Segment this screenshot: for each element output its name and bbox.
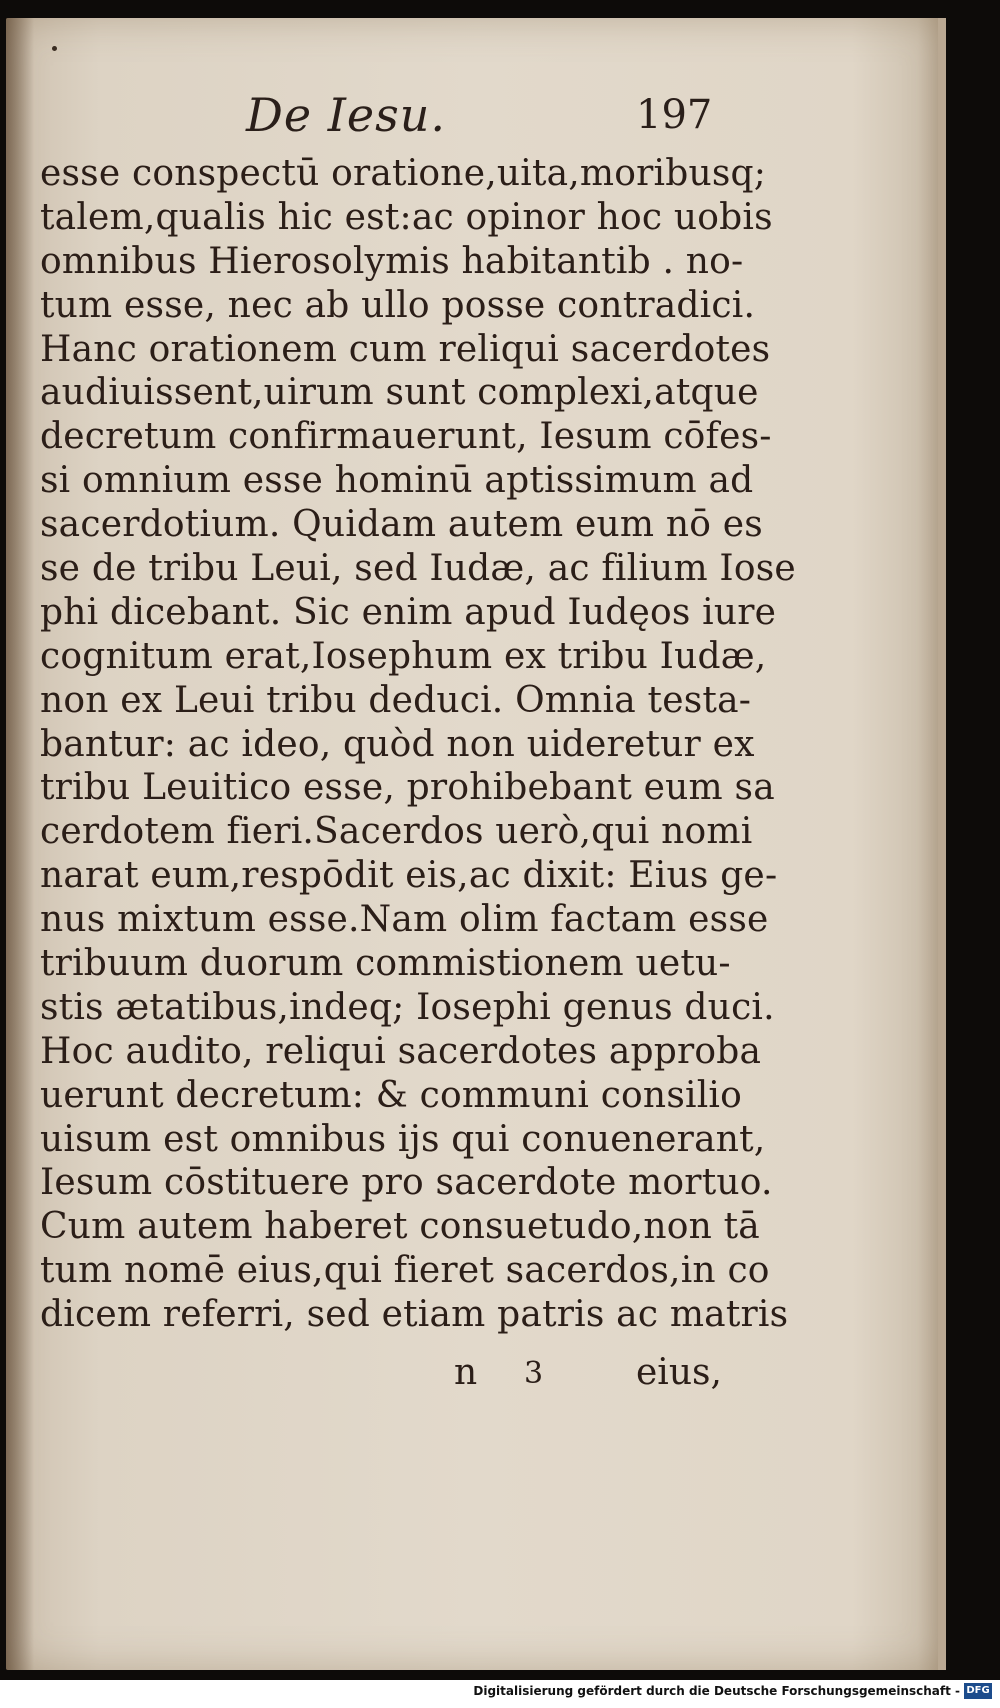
text-line: tum esse, nec ab ullo posse contradici. — [40, 284, 756, 326]
text-line: nus mixtum esse.Nam olim factam esse — [40, 899, 769, 941]
ink-spot — [52, 46, 57, 51]
running-head: De Iesu. — [246, 88, 446, 142]
dfg-logo: DFG — [964, 1683, 992, 1699]
text-line: uerunt decretum: & communi consilio — [40, 1074, 743, 1116]
text-line: stis ætatibus,indeq; Iosephi genus duci. — [40, 986, 775, 1028]
text-line: tribu Leuitico esse, prohibebant eum sa — [40, 767, 775, 809]
text-line: narat eum,respōdit eis,ac dixit: Eius ge- — [40, 855, 778, 897]
text-line: si omnium esse hominū aptissimum ad — [40, 460, 754, 502]
text-line: Hanc orationem cum reliqui sacerdotes — [40, 328, 771, 370]
signature-mark: n — [454, 1352, 478, 1393]
gutter-shadow — [6, 18, 34, 1670]
text-line: decretum confirmauerunt, Iesum cōfes- — [40, 416, 772, 458]
body-text — [40, 152, 796, 1337]
text-line: Hoc audito, reliqui sacerdotes approba — [40, 1030, 762, 1072]
text-line: Cum autem haberet consuetudo,non tā — [40, 1206, 760, 1248]
text-line: dicem referri, sed etiam patris ac matris — [40, 1294, 789, 1336]
page-edge — [938, 18, 946, 1670]
text-line: uisum est omnibus ijs qui conuenerant, — [40, 1118, 766, 1160]
page-number: 197 — [636, 92, 713, 138]
signature-line — [6, 1352, 726, 1402]
text-line: audiuissent,uirum sunt complexi,atque — [40, 372, 759, 414]
text-line: non ex Leui tribu deduci. Omnia testa- — [40, 679, 752, 721]
text-line: se de tribu Leui, sed Iudæ, ac filium Iose — [40, 548, 796, 590]
text-line: tum nomē eius,qui fieret sacerdos,in co — [40, 1250, 770, 1292]
text-line: phi dicebant. Sic enim apud Iudęos iure — [40, 591, 777, 633]
text-line: bantur: ac ideo, quòd non uideretur ex — [40, 723, 755, 765]
digitization-credit: Digitalisierung gefördert durch die Deutsche Forschungsgemeinschaft - — [473, 1684, 960, 1698]
text-line: cerdotem fieri.Sacerdos uerò,qui nomi — [40, 811, 753, 853]
text-line: talem,qualis hic est:ac opinor hoc uobis — [40, 196, 773, 238]
text-line: omnibus Hierosolymis habitantib . no- — [40, 240, 744, 282]
catchword: eius, — [636, 1352, 722, 1393]
text-line: tribuum duorum commistionem uetu- — [40, 943, 731, 985]
signature-number: 3 — [524, 1356, 544, 1391]
text-line: esse conspectū oratione,uita,moribusq; — [40, 153, 767, 194]
text-line: Iesum cōstituere pro sacerdote mortuo. — [40, 1162, 773, 1204]
text-line: cognitum erat,Iosephum ex tribu Iudæ, — [40, 635, 767, 677]
book-page — [6, 18, 946, 1670]
text-line: sacerdotium. Quidam autem eum nō es — [40, 504, 763, 546]
